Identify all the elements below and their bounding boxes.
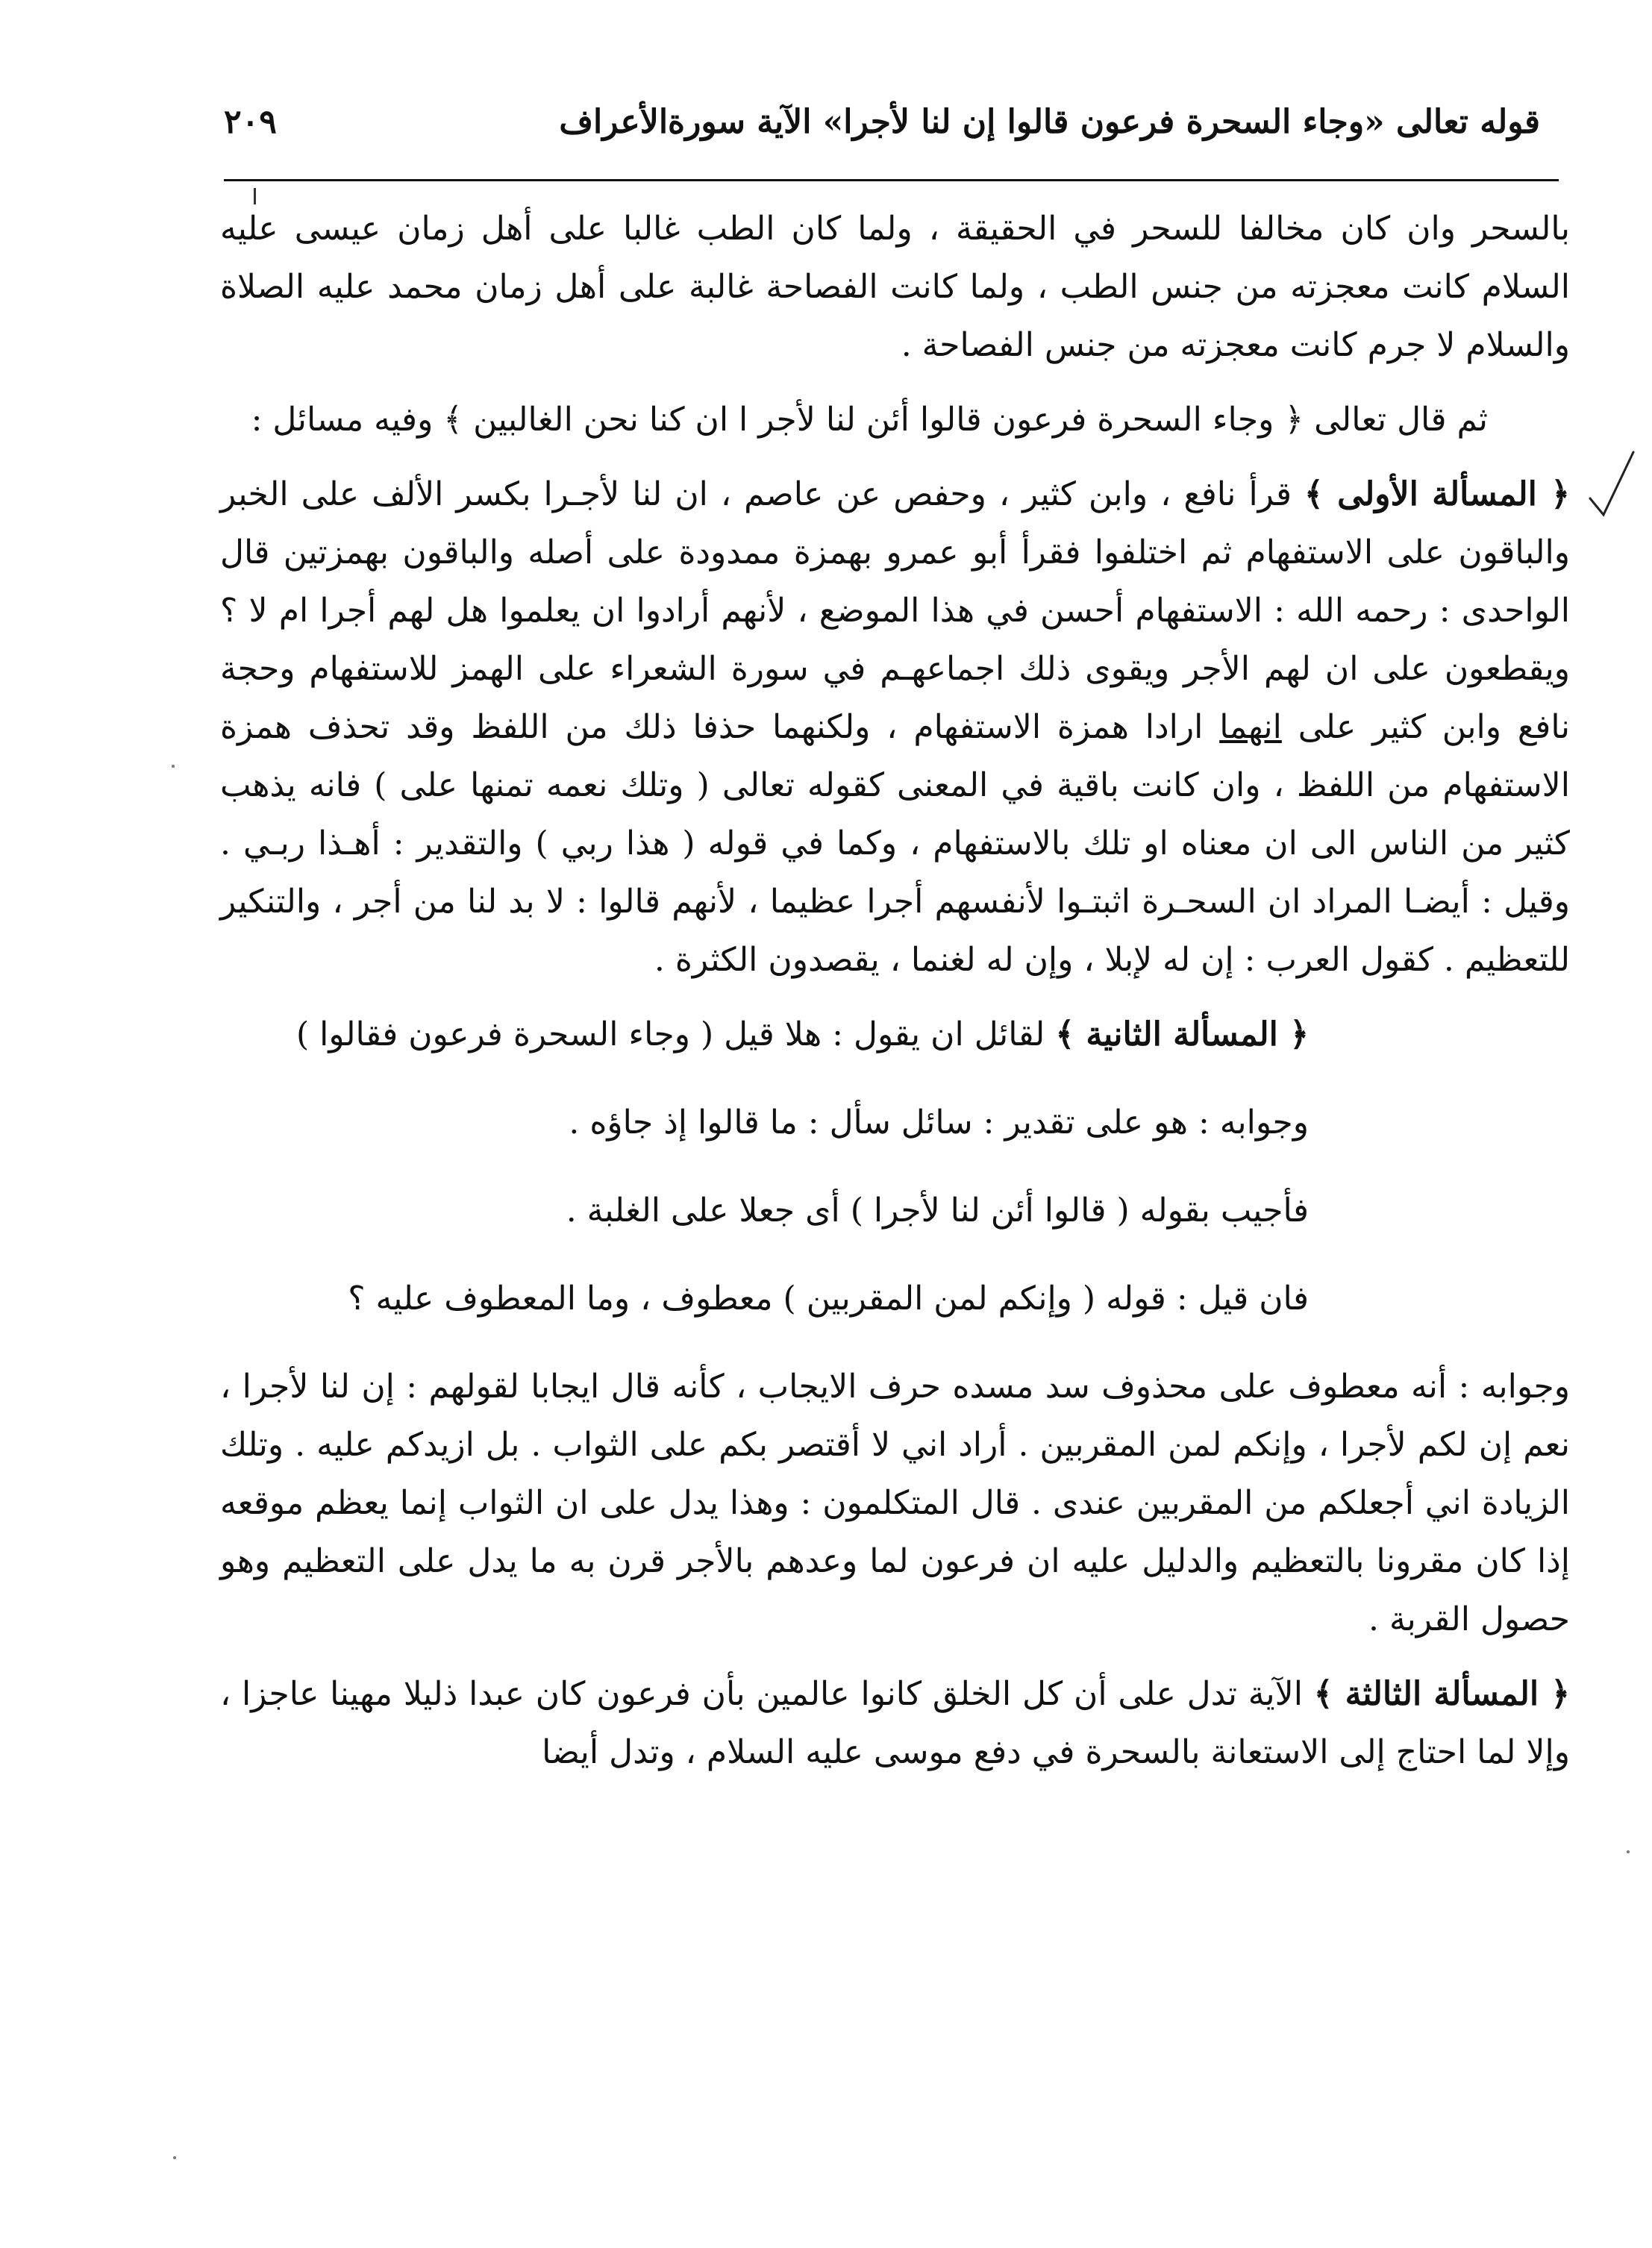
paragraph-text: ثم قال تعالى ﴿ وجاء السحرة فرعون قالوا أئن لنا لأجر ا ان كنا نحن الغالبين ﴾ وفيه مسائل : (251, 401, 1488, 439)
paragraph-text: الآية تدل على أن كل الخلق كانوا عالمين بأن فرعون كان عبدا ذليلا مهينا عاجزا ، وإلا لما احتاج إلى الاستعانة بالسحرة في دفع موسى عليه السلام ، وتدل أيضا (220, 1675, 1570, 1771)
running-header (224, 88, 1540, 155)
page-body (220, 200, 1570, 2177)
header-title: قوله تعالى «وجاء السحرة فرعون قالوا إن لنا لأجرا» الآية سورةالأعراف (559, 102, 1540, 141)
paragraph-text: ارادا همزة الاستفهام ، ولكنهما حذفا ذلك من اللفظ وقد تحذف همزة الاستفهام من اللفظ ، وان كانت باقية في المعنى كقوله تعالى ( وتلك نعمه تمنها على ) فانه يذهب كثير من الناس الى ان معناه او تلك بالاستفهام ، وكما في قوله ( هذا ربي ) والتقدير : أهـذا ربـي . وقيل : أيضـا المراد ان السحـرة اثبتـوا لأنفسهم أجرا عظيما ، لأنهم قالوا : لا بد لنا من أجر ، والتنكير للتعظيم . كقول العرب : إن له لإبلا ، وإن له لغنما ، يقصدون الكثرة . (220, 708, 1571, 979)
scan-speck (1627, 1850, 1630, 1853)
scan-speck (173, 2156, 176, 2159)
paragraph-verse-intro (220, 391, 1570, 449)
section-heading: ﴿ المسألة الثالثة ﴾ (1313, 1675, 1571, 1713)
paragraph-answer (220, 1094, 1570, 1152)
paragraph-reply (220, 1182, 1570, 1240)
paragraph-question-1 (220, 466, 1570, 989)
paragraph-text: بالسحر وان كان مخالفا للسحر في الحقيقة ، ولما كان الطب غالبا على أهل زمان عيسى عليه السلام كانت معجزته من جنس الطب ، ولما كانت الفصاحة غالبة على أهل زمان محمد عليه الصلاة والسلام لا جرم كانت معجزته من جنس الفصاحة . (220, 210, 1570, 364)
paragraph-text: فأجيب بقوله ( قالوا أئن لنا لأجرا ) أى جعلا على الغلبة . (566, 1192, 1309, 1230)
paragraph-continuation (220, 200, 1570, 375)
underlined-word: انهما (1219, 708, 1282, 746)
paragraph-text: لقائل ان يقول : هلا قيل ( وجاء السحرة فرعون فقالوا ) (296, 1015, 1056, 1053)
paragraph-objection (220, 1270, 1570, 1328)
header-rule (224, 179, 1559, 181)
paragraph-question-2 (220, 1006, 1570, 1064)
paragraph-text: قرأ نافع ، وابن كثير ، وحفص عن عاصم ، ان لنا لأجـرا بكسر الألف على الخبر والباقون على الاستفهام ثم اختلفوا فقرأ أبو عمرو بهمزة ممدودة على أصله والباقون بهمزتين قال الواحدى : رحمه الله : الاستفهام أحسن في هذا الموضع ، لأنهم أرادوا ان يعلموا هل لهم أجرا ام لا ؟ ويقطعون على ان لهم الأجر ويقوى ذلك اجماعهـم في سورة الشعراء على الهمز للاستفهام وحجة نافع وابن كثير على (220, 475, 1570, 746)
paragraph-question-3 (220, 1665, 1570, 1782)
scan-speck (172, 765, 175, 768)
section-heading: ﴿ المسألة الثانية ﴾ (1055, 1015, 1309, 1053)
paragraph-text: فان قيل : قوله ( وإنكم لمن المقربين ) معطوف ، وما المعطوف عليه ؟ (348, 1280, 1309, 1318)
handwritten-checkmark-icon (1581, 446, 1648, 536)
paragraph-text: وجوابه : هو على تقدير : سائل سأل : ما قالوا إذ جاؤه . (569, 1103, 1309, 1142)
paragraph-answer-2 (220, 1358, 1570, 1649)
page-number: ٢٠٩ (224, 102, 277, 141)
paragraph-text: وجوابه : أنه معطوف على محذوف سد مسده حرف الايجاب ، كأنه قال ايجابا لقولهم : إن لنا لأجرا ، نعم إن لكم لأجرا ، وإنكم لمن المقربين . أراد اني لا أقتصر بكم على الثواب . بل ازيدكم عليه . وتلك الزيادة اني أجعلكم من المقربين عندى . قال المتكلمون : وهذا يدل على ان الثواب إنما يعظم موقعه إذا كان مقرونا بالتعظيم والدليل عليه ان فرعون لما وعدهم بالأجر قرن به ما يدل على التعظيم وهو حصول القربة . (220, 1368, 1570, 1638)
section-heading: ﴿ المسألة الأولى ﴾ (1304, 475, 1571, 513)
